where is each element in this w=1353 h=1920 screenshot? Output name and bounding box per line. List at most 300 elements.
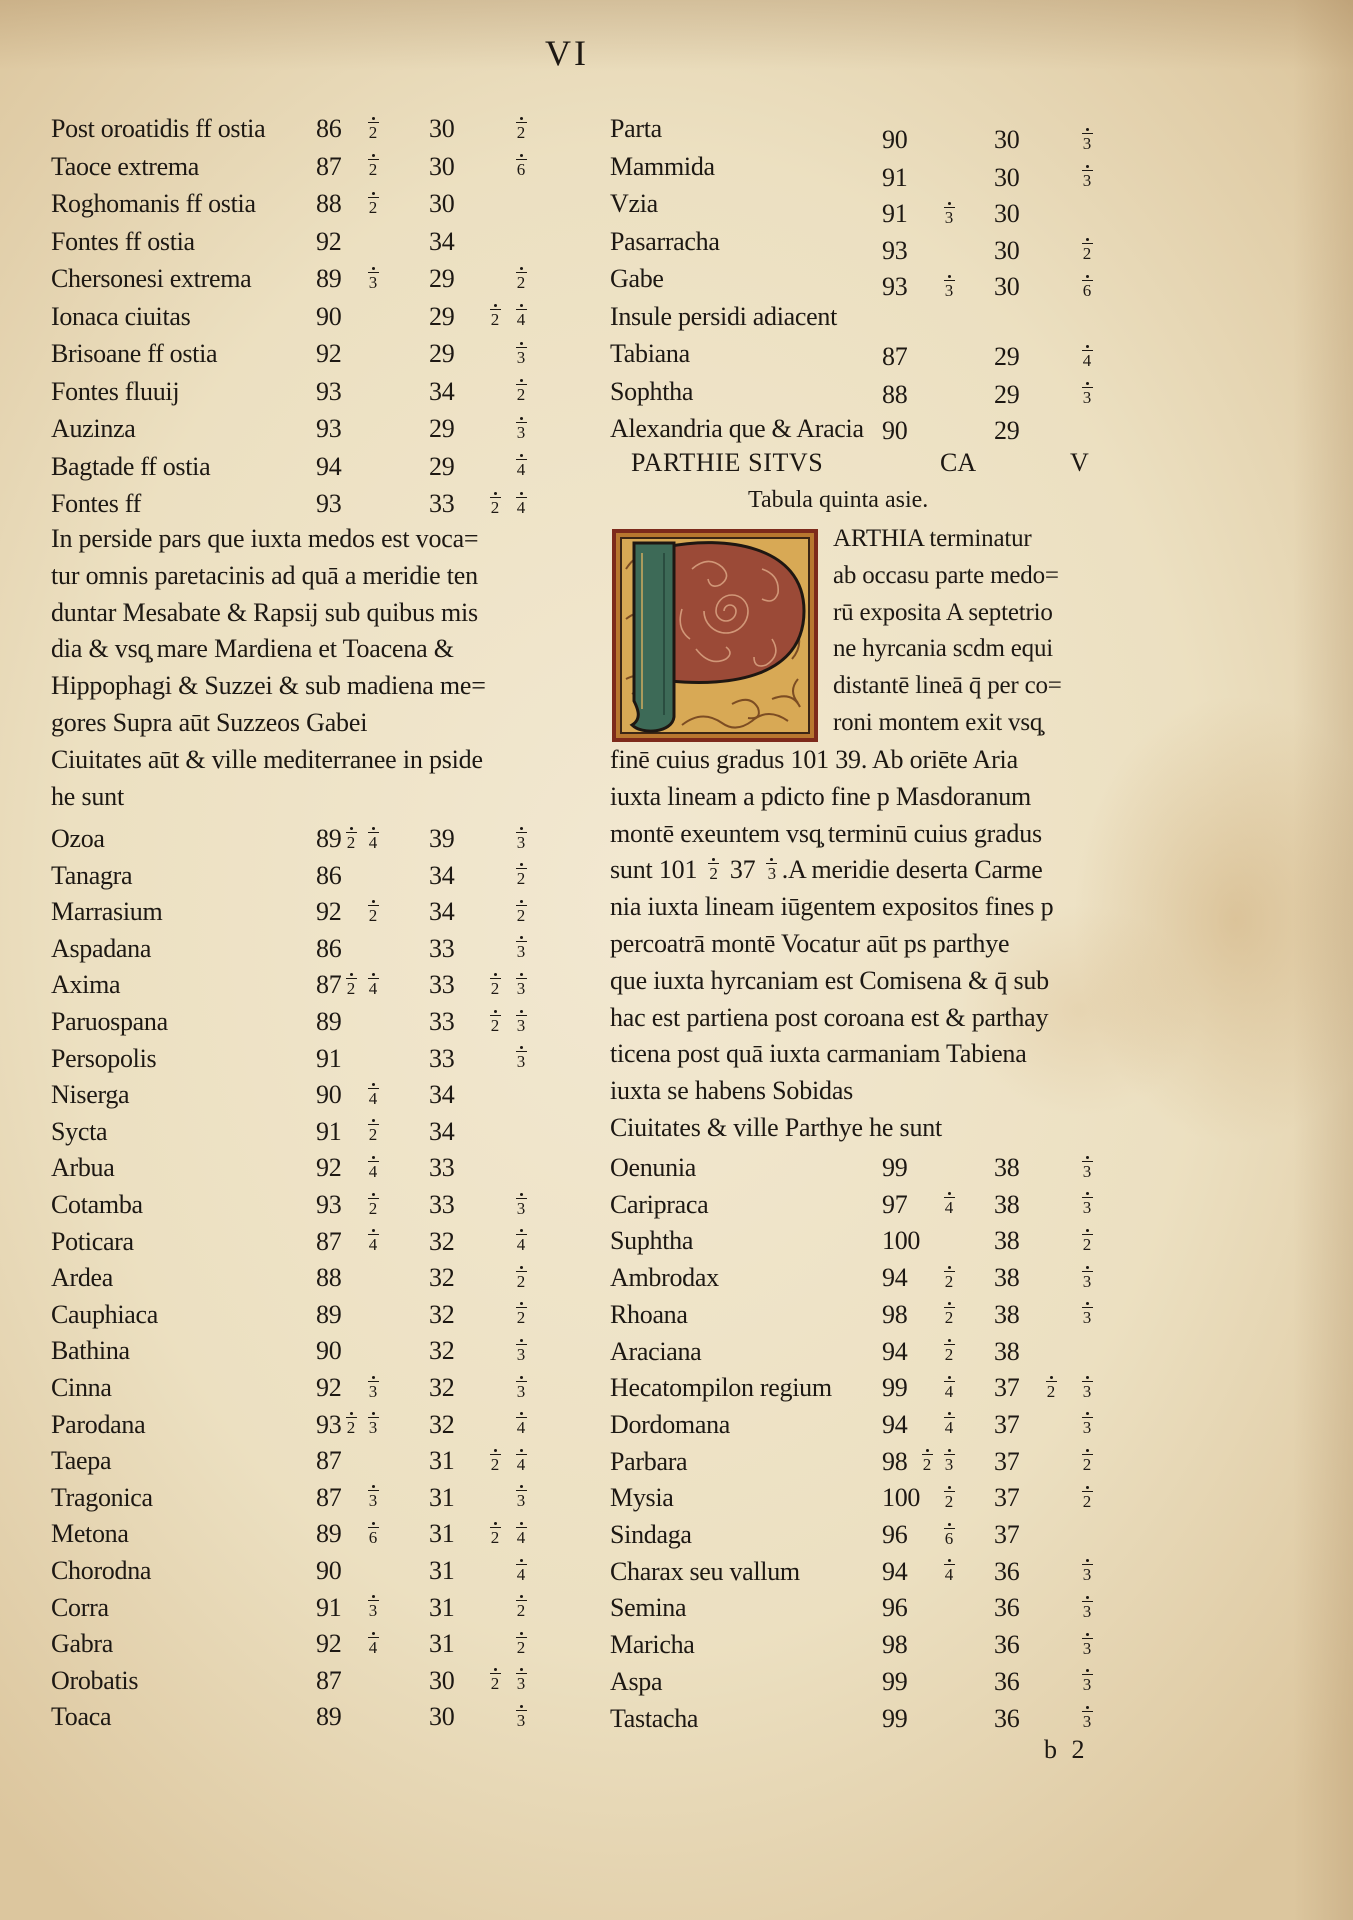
- table-row: [0, 1406, 1353, 1443]
- fraction: [1080, 1706, 1094, 1730]
- fraction-denominator: 4: [516, 497, 526, 517]
- table-row: [0, 1222, 1353, 1259]
- table-row: [0, 1296, 1353, 1333]
- coordinates: [0, 1663, 1353, 1700]
- coordinates: [0, 1186, 1353, 1223]
- table-row: [0, 1443, 1353, 1480]
- coordinates: [0, 1443, 1353, 1480]
- chapter-abbreviation: CA: [940, 448, 977, 477]
- latitude-degrees: 33: [429, 933, 455, 963]
- fraction-denominator: 4: [368, 1235, 378, 1255]
- longitude-degrees: 93: [316, 1409, 342, 1439]
- place-name: Caripraca: [610, 1189, 709, 1219]
- place-name: Sycta: [51, 1116, 108, 1146]
- latitude-degrees: 37: [994, 1520, 1020, 1549]
- fraction: [1080, 1486, 1094, 1510]
- latitude-degrees: 38: [994, 1226, 1020, 1256]
- latitude-degrees: 38: [994, 1153, 1020, 1182]
- latitude-fraction: [1026, 1553, 1094, 1590]
- fraction: [1080, 1156, 1094, 1180]
- fraction-denominator: 4: [516, 1454, 526, 1474]
- table-row: [0, 1516, 1353, 1553]
- longitude-degrees: 92: [316, 226, 342, 256]
- fraction-denominator: 6: [368, 1527, 378, 1547]
- text-line: gores Supra aūt Suzzeos Gabei: [51, 708, 368, 737]
- place-name: Orobatis: [51, 1665, 139, 1695]
- fraction-denominator: 3: [516, 1052, 526, 1072]
- coordinates: [0, 1296, 1353, 1333]
- text-line: Hippophagi & Suzzei & sub madiena me=: [51, 671, 486, 701]
- place-name: Parbara: [610, 1446, 688, 1476]
- text-line: ARTHIA terminatur: [833, 525, 1032, 552]
- longitude-fraction: [900, 1259, 956, 1296]
- longitude-degrees: 89: [316, 1007, 342, 1036]
- place-name: Ambrodax: [610, 1263, 719, 1293]
- fraction-denominator: 3: [516, 942, 526, 962]
- fraction-denominator: 3: [1082, 1675, 1092, 1695]
- text-line: duntar Mesabate & Rapsij sub quibus mis: [51, 597, 478, 627]
- table-row: [0, 1333, 1353, 1370]
- latitude-degrees: 31: [429, 1556, 455, 1585]
- latitude-fraction: [1026, 1369, 1094, 1406]
- place-name: Pasarracha: [610, 226, 720, 256]
- text-line: roni montem exit vsq̧: [833, 709, 1043, 736]
- latitude-degrees: 38: [994, 1263, 1020, 1293]
- latitude-degrees: 34: [429, 1080, 455, 1110]
- fraction-denominator: 4: [368, 1637, 378, 1657]
- place-name: Vzia: [610, 189, 658, 218]
- latitude-degrees: 36: [994, 1666, 1020, 1696]
- latitude-degrees: 30: [429, 1665, 455, 1695]
- fraction: [1080, 1302, 1094, 1326]
- latitude-degrees: 33: [429, 1043, 455, 1073]
- latitude-degrees: 32: [429, 1226, 455, 1256]
- latitude-degrees: 33: [429, 1007, 455, 1036]
- place-name: Fontes fluuij: [51, 376, 180, 406]
- place-name: Fontes ff: [51, 489, 141, 518]
- longitude-degrees: 96: [882, 1520, 908, 1549]
- place-name: Tastacha: [610, 1703, 699, 1733]
- latitude-degrees: 38: [994, 1336, 1020, 1366]
- fraction-denominator: 4: [368, 1088, 378, 1108]
- coordinates: [0, 1406, 1353, 1443]
- longitude-degrees: 90: [316, 1080, 342, 1110]
- latitude-degrees: 32: [429, 1336, 455, 1366]
- text-line: nia iuxta lineam iūgentem expositos fines p: [610, 892, 1054, 922]
- fraction-denominator: 3: [516, 1491, 526, 1511]
- fraction-denominator: 2: [368, 160, 378, 179]
- fraction-denominator: 2: [516, 272, 526, 292]
- longitude-degrees: 86: [316, 933, 342, 963]
- latitude-degrees: 38: [994, 1299, 1020, 1329]
- fraction-denominator: 3: [368, 1491, 378, 1511]
- place-name: Taepa: [51, 1446, 112, 1476]
- coordinates: [0, 1369, 1353, 1406]
- fraction: [1080, 1266, 1094, 1290]
- fraction-denominator: 6: [944, 1528, 954, 1548]
- place-name: Fontes ff ostia: [51, 226, 195, 256]
- coordinates: [0, 1516, 1353, 1553]
- fraction: [1080, 1449, 1094, 1473]
- longitude-degrees: 93: [316, 376, 342, 406]
- fraction-denominator: 2: [368, 905, 378, 925]
- latitude-degrees: 37: [994, 1483, 1020, 1513]
- place-name: Brisoane ff ostia: [51, 339, 218, 368]
- longitude-fraction: [900, 1479, 956, 1516]
- longitude-degrees: 90: [316, 1336, 342, 1366]
- text-line: Ciuitates & ville Parthye he sunt: [610, 1113, 943, 1142]
- latitude-degrees: 30: [994, 162, 1020, 192]
- fraction-denominator: 3: [1082, 1418, 1092, 1438]
- table-row: [0, 1149, 1353, 1186]
- longitude-degrees: 100: [882, 1226, 921, 1256]
- fraction-denominator: 3: [1082, 1308, 1092, 1328]
- place-name: Rhoana: [610, 1299, 688, 1329]
- latitude-fraction: [1026, 1296, 1094, 1333]
- place-name: Alexandria que & Aracia: [610, 414, 864, 443]
- place-name: Parodana: [51, 1409, 146, 1439]
- place-name: Mammida: [610, 151, 715, 181]
- fraction-denominator: 2: [346, 1418, 356, 1438]
- fraction-denominator: 4: [1082, 350, 1092, 370]
- text-line: Ciuitates aūt & ville mediterranee in pside: [51, 744, 483, 774]
- longitude-degrees: 92: [316, 897, 342, 927]
- longitude-fraction: [900, 1186, 956, 1223]
- text-line: distantē lineā q̄ per co=: [833, 672, 1062, 700]
- longitude-degrees: 94: [882, 1336, 908, 1366]
- place-name: Ionaca ciuitas: [51, 301, 191, 331]
- coordinates: [0, 1700, 1353, 1737]
- place-name: Gabra: [51, 1629, 114, 1659]
- longitude-degrees: 88: [882, 379, 908, 409]
- fraction-denominator: 2: [1082, 1234, 1092, 1254]
- fraction: [1080, 1559, 1094, 1583]
- fraction: [1044, 1376, 1058, 1400]
- place-name: Toaca: [51, 1702, 112, 1732]
- fraction: [942, 1192, 956, 1216]
- fraction-denominator: 2: [516, 905, 526, 925]
- place-name: Dordomana: [610, 1409, 731, 1439]
- longitude-fraction: [900, 1406, 956, 1443]
- longitude-degrees: 92: [316, 339, 342, 368]
- fraction-denominator: 3: [368, 1601, 378, 1621]
- latitude-degrees: 36: [994, 1593, 1020, 1623]
- fraction-denominator: 3: [368, 1381, 378, 1401]
- coordinates: [0, 1222, 1353, 1259]
- longitude-degrees: 89: [316, 824, 342, 853]
- latitude-degrees: 29: [429, 339, 455, 368]
- coordinates: [0, 1149, 1353, 1186]
- latitude-degrees: 34: [429, 226, 455, 256]
- longitude-fraction: [900, 1369, 956, 1406]
- latitude-degrees: 30: [429, 189, 455, 218]
- place-name: Bagtade ff ostia: [51, 451, 211, 481]
- place-name: Roghomanis ff ostia: [51, 189, 256, 218]
- fraction-denominator: 4: [368, 1161, 378, 1181]
- latitude-degrees: 32: [429, 1263, 455, 1293]
- longitude-degrees: 100: [882, 1483, 921, 1513]
- text-line: ne hyrcania scdm equi: [833, 635, 1054, 663]
- fraction-denominator: 4: [944, 1198, 954, 1218]
- subheading-text: Insule persidi adiacent: [610, 301, 838, 331]
- place-name: Axima: [51, 970, 121, 1000]
- fraction-denominator: 4: [944, 1381, 954, 1401]
- fraction: [1080, 1669, 1094, 1693]
- latitude-degrees: 29: [429, 301, 455, 331]
- coordinates: [0, 1259, 1353, 1296]
- fraction-denominator: 4: [516, 1235, 526, 1255]
- fraction-denominator: 2: [1046, 1381, 1056, 1401]
- latitude-degrees: 29: [429, 264, 455, 293]
- place-name: Aspadana: [51, 933, 152, 963]
- fraction: [1080, 1229, 1094, 1253]
- fraction-denominator: 4: [516, 1418, 526, 1438]
- latitude-degrees: 31: [429, 1519, 455, 1549]
- longitude-degrees: 91: [316, 1116, 342, 1146]
- place-name: Sindaga: [610, 1520, 692, 1549]
- fraction-denominator: 4: [368, 832, 378, 852]
- place-name: Bathina: [51, 1336, 130, 1366]
- fraction-denominator: 4: [944, 1565, 954, 1585]
- latitude-degrees: 30: [994, 272, 1020, 301]
- fraction-denominator: 4: [516, 460, 526, 479]
- longitude-degrees: 86: [316, 860, 342, 890]
- place-name: Parta: [610, 114, 662, 143]
- place-name: Taoce extrema: [51, 151, 200, 181]
- table-row: [0, 1186, 1353, 1223]
- longitude-degrees: 91: [882, 199, 908, 228]
- latitude-degrees: 29: [429, 414, 455, 443]
- latitude-degrees: 32: [429, 1409, 455, 1439]
- longitude-fraction: [900, 1553, 956, 1590]
- longitude-degrees: 93: [882, 272, 908, 301]
- longitude-degrees: 94: [882, 1409, 908, 1439]
- fraction-denominator: 3: [368, 1418, 378, 1438]
- fraction-denominator: 3: [516, 978, 526, 998]
- longitude-degrees: 89: [316, 1702, 342, 1732]
- fraction-denominator: 6: [516, 160, 526, 179]
- table-row: [0, 1589, 1353, 1626]
- fraction-denominator: 3: [516, 1015, 526, 1035]
- longitude-degrees: 87: [316, 1665, 342, 1695]
- place-name: Araciana: [610, 1336, 702, 1366]
- longitude-degrees: 96: [882, 1593, 908, 1623]
- fraction: [942, 1302, 956, 1326]
- latitude-degrees: 29: [994, 416, 1020, 445]
- longitude-degrees: 90: [316, 301, 342, 331]
- latitude-degrees: 30: [994, 235, 1020, 265]
- longitude-fraction: [900, 1516, 956, 1553]
- chapter-title: PARTHIE SITVS: [631, 448, 824, 477]
- fraction-denominator: 2: [709, 864, 718, 884]
- place-name: Suphtha: [610, 1226, 694, 1256]
- fraction-denominator: 2: [368, 1198, 378, 1218]
- fraction-denominator: 3: [516, 1710, 526, 1730]
- latitude-degrees: 31: [429, 1446, 455, 1476]
- fraction-denominator: 2: [346, 978, 356, 998]
- fraction-denominator: 3: [944, 280, 954, 300]
- longitude-degrees: 86: [316, 114, 342, 143]
- fraction: [942, 1486, 956, 1510]
- fraction: [1080, 1412, 1094, 1436]
- fraction-denominator: 2: [490, 978, 500, 998]
- fraction-denominator: 2: [944, 1308, 954, 1328]
- longitude-degrees: 93: [316, 1190, 342, 1219]
- place-name: Marrasium: [51, 897, 163, 927]
- place-name: Ardea: [51, 1263, 114, 1293]
- fraction-denominator: 2: [1082, 1491, 1092, 1511]
- text-line: hac est partiena post coroana est & parthay: [610, 1002, 1049, 1032]
- fraction-denominator: 2: [922, 1455, 932, 1475]
- fraction-denominator: 3: [1082, 1161, 1092, 1181]
- place-name: Arbua: [51, 1153, 115, 1183]
- fraction-denominator: 3: [944, 207, 954, 227]
- latitude-fraction: [1026, 1479, 1094, 1516]
- place-name: Mysia: [610, 1483, 674, 1513]
- place-name: Paruospana: [51, 1007, 168, 1036]
- place-name: Semina: [610, 1593, 687, 1623]
- place-name: Oenunia: [610, 1153, 696, 1182]
- longitude-degrees: 90: [882, 416, 908, 445]
- longitude-degrees: 87: [316, 1446, 342, 1476]
- fraction: [1080, 1596, 1094, 1620]
- fraction-denominator: 2: [346, 832, 356, 852]
- place-name: Chorodna: [51, 1556, 152, 1585]
- latitude-degrees: 33: [429, 1190, 455, 1219]
- place-name: Ozoa: [51, 824, 105, 853]
- longitude-degrees: 90: [882, 125, 908, 154]
- fraction-denominator: 4: [944, 1418, 954, 1438]
- fraction: [942, 1523, 956, 1547]
- fraction: [942, 1559, 956, 1583]
- latitude-degrees: 39: [429, 824, 455, 853]
- longitude-fraction: [900, 1443, 956, 1480]
- text-line: percoatrā montē Vocatur aūt ps parthye: [610, 929, 1010, 958]
- latitude-degrees: 38: [994, 1189, 1020, 1219]
- longitude-degrees: 93: [882, 235, 908, 265]
- latitude-degrees: 30: [994, 125, 1020, 154]
- fraction-denominator: 4: [368, 978, 378, 998]
- fraction-denominator: 3: [1082, 1601, 1092, 1621]
- fraction-denominator: 3: [944, 1455, 954, 1475]
- text-line: dia & vsq̧ mare Mardiena et Toacena &: [51, 634, 454, 664]
- latitude-fraction: [1026, 1663, 1094, 1700]
- latitude-degrees: 30: [429, 1702, 455, 1732]
- place-name: Charax seu vallum: [610, 1556, 800, 1586]
- place-name: Tabiana: [610, 339, 690, 368]
- text-line: que iuxta hyrcaniam est Comisena & q̄ sub: [610, 965, 1049, 995]
- fraction-denominator: 3: [1082, 1712, 1092, 1731]
- fraction-denominator: 3: [1082, 1565, 1092, 1585]
- longitude-degrees: 88: [316, 1263, 342, 1293]
- latitude-fraction: [1026, 1149, 1094, 1186]
- latitude-degrees: 31: [429, 1592, 455, 1622]
- fraction: [942, 1339, 956, 1363]
- fraction-denominator: 2: [516, 385, 526, 404]
- longitude-degrees: 88: [316, 189, 342, 218]
- longitude-degrees: 89: [316, 1519, 342, 1549]
- longitude-degrees: 91: [316, 1592, 342, 1622]
- map-table-subtitle: Tabula quinta asie.: [748, 487, 929, 513]
- fraction-denominator: 2: [516, 1637, 526, 1657]
- place-name: Maricha: [610, 1630, 695, 1660]
- fraction-denominator: 2: [490, 1454, 500, 1474]
- latitude-degrees: 32: [429, 1299, 455, 1329]
- coordinates: [0, 1479, 1353, 1516]
- latitude-degrees: 37: [994, 1373, 1020, 1403]
- fraction-denominator: 2: [490, 310, 500, 329]
- longitude-degrees: 98: [882, 1299, 908, 1329]
- place-name: Niserga: [51, 1080, 130, 1110]
- fraction-denominator: 3: [1082, 1198, 1092, 1218]
- place-name: Persopolis: [51, 1043, 157, 1073]
- longitude-degrees: 94: [882, 1556, 908, 1586]
- longitude-degrees: 89: [316, 1299, 342, 1329]
- fraction-denominator: 2: [516, 122, 526, 142]
- fraction-denominator: 3: [767, 864, 776, 884]
- longitude-degrees: 94: [882, 1263, 908, 1293]
- chapter-number: V: [1070, 448, 1089, 477]
- fraction-denominator: 4: [516, 1564, 526, 1584]
- fraction: [1080, 1376, 1094, 1400]
- coordinates: [0, 1553, 1353, 1590]
- fraction-denominator: 2: [490, 1674, 500, 1694]
- latitude-fraction: [1026, 1222, 1094, 1259]
- coordinates: [0, 1626, 1353, 1663]
- text-line: ab occasu parte medo=: [833, 561, 1059, 589]
- fraction-denominator: 2: [1082, 1455, 1092, 1475]
- coordinates: [0, 1333, 1353, 1370]
- text-segment: .A meridie deserta Carme: [781, 855, 1043, 885]
- longitude-degrees: 98: [882, 1446, 908, 1476]
- fraction-denominator: 3: [1082, 1638, 1092, 1658]
- latitude-degrees: 33: [429, 1153, 455, 1183]
- fraction-denominator: 2: [368, 122, 378, 142]
- fraction-denominator: 4: [516, 310, 526, 329]
- longitude-degrees: 87: [316, 970, 342, 1000]
- latitude-degrees: 29: [994, 379, 1020, 409]
- place-name: Corra: [51, 1592, 109, 1622]
- table-row: [0, 1369, 1353, 1406]
- latitude-degrees: 29: [429, 451, 455, 481]
- place-name: Gabe: [610, 264, 664, 293]
- place-name: Tragonica: [51, 1482, 153, 1512]
- latitude-degrees: 34: [429, 860, 455, 890]
- latitude-degrees: 30: [994, 199, 1020, 228]
- fraction-denominator: 2: [944, 1491, 954, 1511]
- latitude-degrees: 36: [994, 1703, 1020, 1733]
- fraction-denominator: 2: [1082, 244, 1092, 263]
- longitude-degrees: 99: [882, 1666, 908, 1696]
- place-name: Post oroatidis ff ostia: [51, 114, 266, 143]
- signature-mark: b 2: [1044, 1735, 1089, 1764]
- fraction-denominator: 3: [1082, 1381, 1092, 1401]
- longitude-degrees: 91: [316, 1043, 342, 1073]
- table-row: [0, 1626, 1353, 1663]
- longitude-degrees: 87: [316, 1226, 342, 1256]
- place-name: Sophtha: [610, 376, 694, 406]
- longitude-degrees: 97: [882, 1189, 908, 1219]
- fraction-denominator: 2: [490, 497, 500, 517]
- fraction: [1080, 1192, 1094, 1216]
- table-row: [0, 1259, 1353, 1296]
- longitude-degrees: 87: [316, 151, 342, 181]
- longitude-degrees: 94: [316, 451, 342, 481]
- fraction-denominator: 3: [368, 272, 378, 292]
- longitude-degrees: 90: [316, 1556, 342, 1585]
- place-name: Metona: [51, 1519, 129, 1549]
- place-name: Hecatompilon regium: [610, 1373, 832, 1403]
